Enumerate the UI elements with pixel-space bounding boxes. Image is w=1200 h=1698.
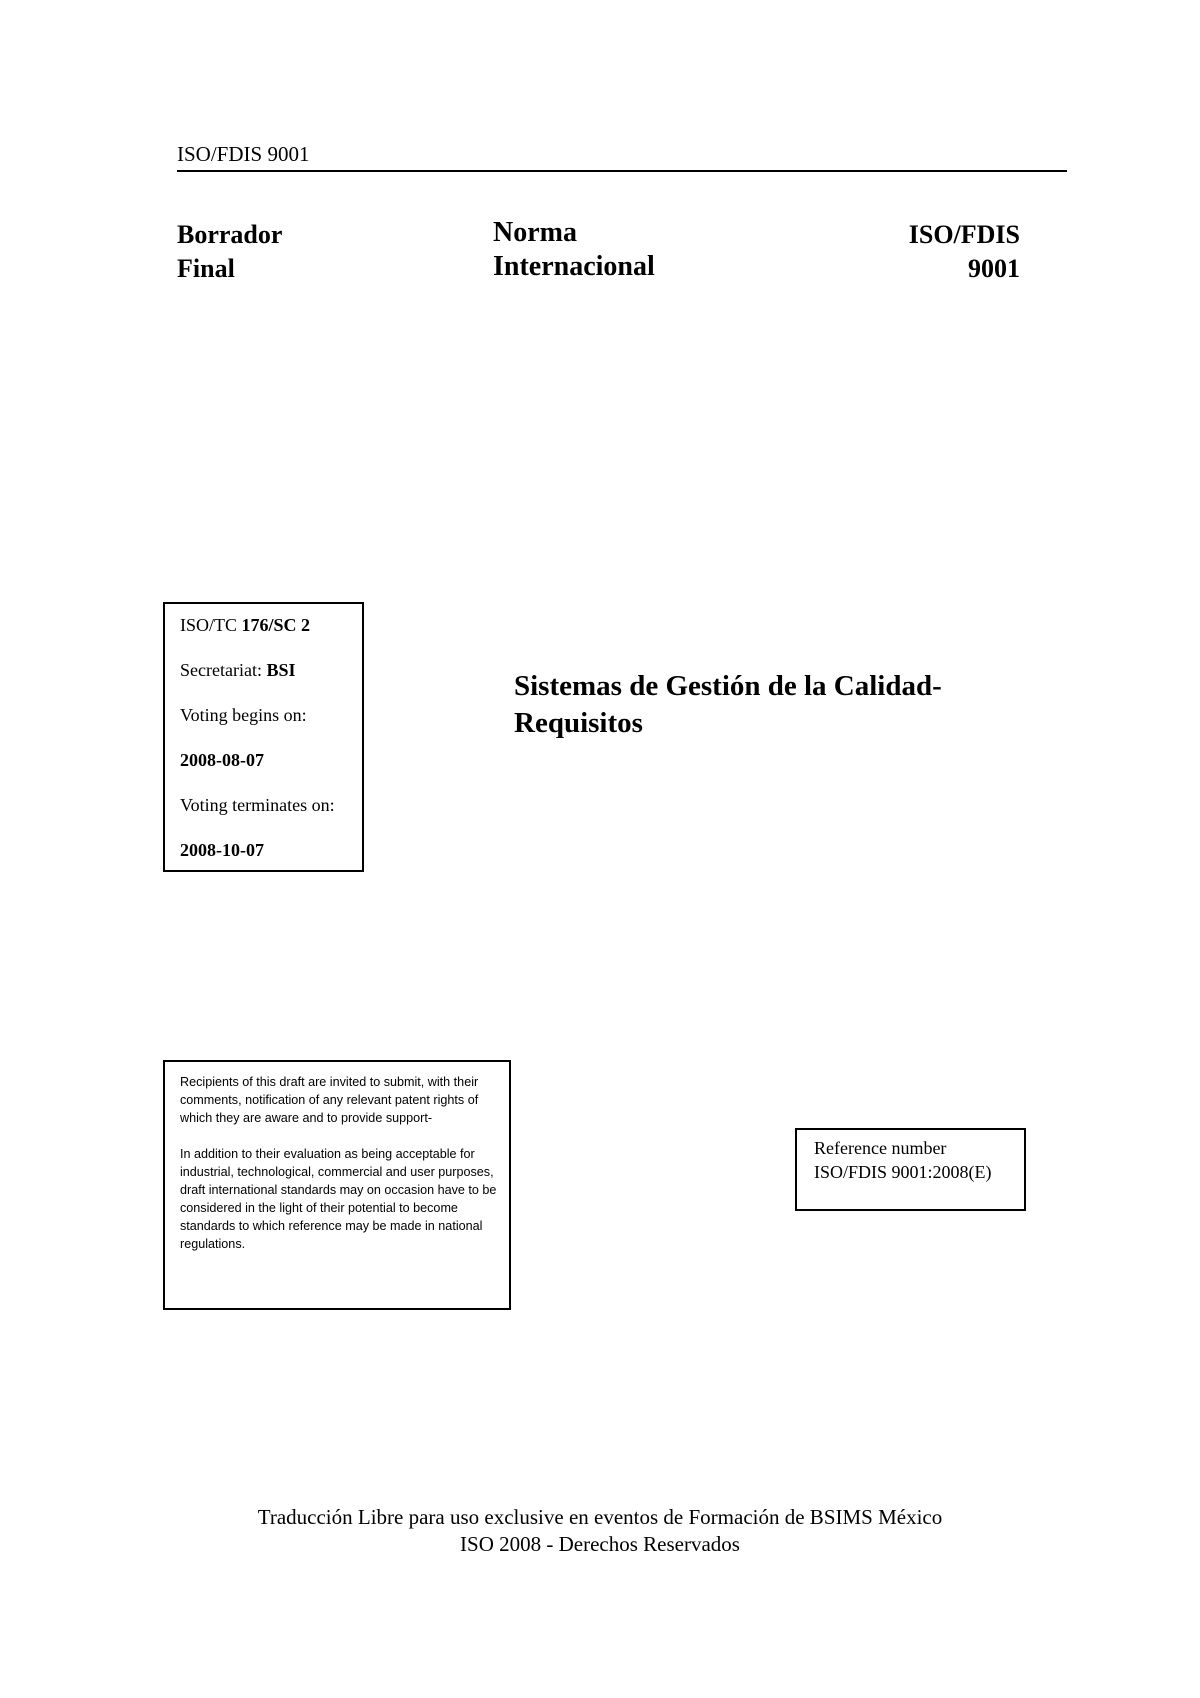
document-type [493,216,655,284]
draft-notice-box [163,1060,511,1310]
committee-line [180,614,362,659]
document-stage [177,218,282,286]
reference-label: Reference number [814,1138,947,1158]
main-title-line-2: Requisitos [514,707,643,739]
document-number-line-1: ISO/FDIS [908,220,1020,249]
voting-info-box [163,602,364,872]
voting-terminates-label: Voting terminates on: [180,795,335,815]
voting-terminates-date: 2008-10-07 [180,840,264,860]
footer-line-2: ISO 2008 - Derechos Reservados [460,1532,740,1556]
notice-paragraph-2: In addition to their evaluation as being acceptable for industrial, technological, commercial and user purposes, draft international standards may on occasion have to be considered in the light of their potential to become standards to which reference may be made in national regulations. [180,1147,497,1251]
document-stage-line-1: Borrador [177,220,283,249]
notice-paragraph-1: Recipients of this draft are invited to submit, with their comments, notification of any relevant patent rights of which they are aware and to provide support- [180,1075,479,1125]
committee-prefix: ISO/TC [180,615,242,635]
running-header: ISO/FDIS 9001 [177,142,310,166]
secretariat-label: Secretariat: [180,660,267,680]
main-title-line-1: Sistemas de Gestión de la Calidad- [514,670,942,702]
document-stage-line-2: Final [177,254,235,283]
voting-begins-date: 2008-08-07 [180,750,264,770]
document-type-line-2: Internacional [493,251,655,282]
document-number-line-2: 9001 [968,254,1020,283]
header-rule [177,170,1067,172]
secretariat-line [180,659,362,704]
footer-line-1: Traducción Libre para uso exclusive en eventos de Formación de BSIMS México [257,1505,943,1529]
secretariat-value: BSI [266,660,296,680]
reference-value: ISO/FDIS 9001:2008(E) [814,1162,992,1182]
committee-code: 176/SC 2 [241,615,311,635]
voting-begins-label: Voting begins on: [180,705,307,725]
document-number [880,218,1020,286]
main-title [514,668,1074,742]
footer [0,1504,1200,1558]
document-type-line-1: Norma [493,217,577,248]
reference-number-box [795,1128,1026,1211]
